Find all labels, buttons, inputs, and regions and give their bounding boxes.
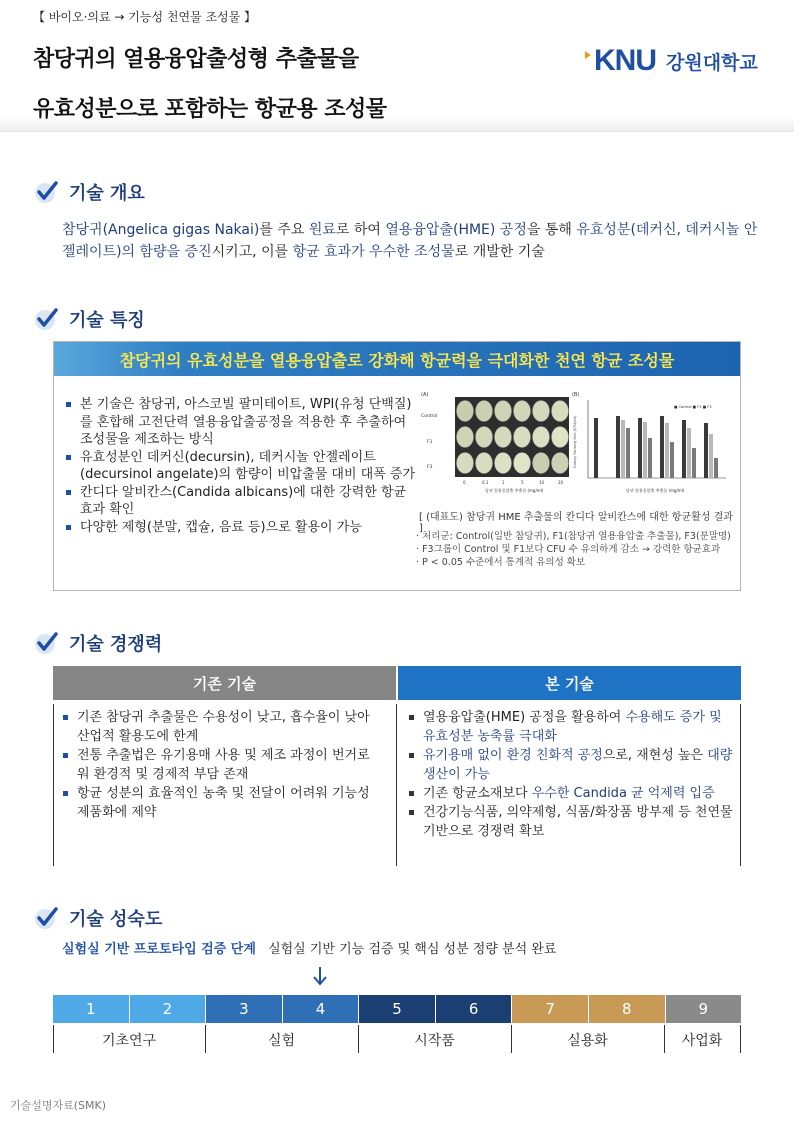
phase-label: 실험 <box>267 1033 296 1049</box>
petri-dish <box>495 401 512 422</box>
list-item: 건강기능식품, 의약제형, 식품/화장품 방부제 등 천연물 기반으로 경쟁력 확보 <box>407 803 737 841</box>
section-title: 기술 개요 <box>69 183 145 204</box>
features-banner-text: 참당귀의 유효성분을 열용융압출로 강화해 항균력을 극대화한 천연 항균 조성물 <box>119 350 675 370</box>
overview-highlight: 유효성분(데커신, 데커시놀 안젤레이트)의 함량을 증진 <box>62 222 758 260</box>
figure-a-col-label: 0.1 <box>482 480 489 485</box>
overview-highlight: 항균 효과가 우수한 조성물 <box>292 244 455 260</box>
this-tech-list <box>407 708 737 841</box>
check-circle-icon <box>33 179 59 205</box>
divider <box>740 704 741 866</box>
list-item: 유기용매 없이 환경 친화적 공정으로, 재현성 높은 대량 생산이 가능 <box>407 746 737 784</box>
phase-label: 기초연구 <box>101 1033 157 1049</box>
stage-label: 실험실 기반 프로토타입 검증 단계 <box>62 942 256 957</box>
cfu-bar <box>670 442 674 478</box>
figure-b-legend: ■ Control ■ F1 ■ F3 <box>674 405 712 409</box>
trl-scale <box>53 995 741 1023</box>
petri-dish <box>495 427 512 448</box>
section-title: 기술 성숙도 <box>69 909 163 930</box>
note-line: · P < 0.05 수준에서 통계적 유의성 확보 <box>416 557 586 568</box>
check-circle-icon <box>33 905 59 931</box>
cfu-bar <box>692 448 696 478</box>
trl-level-3: 3 <box>206 995 283 1023</box>
logo-university-name: 강원대학교 <box>666 51 758 74</box>
petri-dish <box>514 453 531 474</box>
list-item: 전통 추출법은 유기용매 사용 및 제조 과정이 번거로워 환경적 및 경제적 부담 존재 <box>61 746 381 784</box>
list-item: 항균 성분의 효율적인 농축 및 전달이 어려워 기능성 제품화에 제약 <box>61 784 381 822</box>
figure-a-row-label: Control <box>421 414 438 419</box>
features-box <box>53 341 741 591</box>
overview-text-part: 로 하여 <box>335 222 386 238</box>
cfu-bar <box>709 434 713 478</box>
overview-text-part: 시키고, 이를 <box>211 244 293 260</box>
trl-phases <box>53 1025 741 1053</box>
page-title-line2: 유효성분으로 포함하는 항균용 조성물 <box>33 97 387 122</box>
trl-level-5: 5 <box>359 995 436 1023</box>
figure-notes <box>416 530 742 569</box>
petri-dish <box>457 401 474 422</box>
figure-a-row-label: F1 <box>427 440 433 445</box>
petri-dish <box>533 427 550 448</box>
list-item: 기존 항균소재보다 우수한 Candida 균 억제력 입증 <box>407 784 737 803</box>
figure-a-xlabel: 당귀 열용융압출 추출물 (mg/ml) <box>485 488 544 493</box>
figure-b-ylabel: Colony Forming Unit (CFU/ml) <box>573 416 577 468</box>
features-list <box>64 396 416 536</box>
trl-level-1: 1 <box>53 995 130 1023</box>
trl-level-7: 7 <box>512 995 589 1023</box>
cfu-bar <box>687 428 691 478</box>
note-line: · F3그룹이 Control 및 F1보다 CFU 수 유의하게 감소 → 강력한 항균효과 <box>416 544 721 555</box>
figure-a-col-label: 1 <box>502 480 505 485</box>
page-title-line1: 참당귀의 열용융압출성형 추출물을 <box>33 47 359 72</box>
petri-dish <box>514 427 531 448</box>
phase-label: 사업화 <box>681 1033 723 1049</box>
list-item: 열용융압출(HME) 공정을 활용하여 수용해도 증가 및 유효성분 농축률 극대화 <box>407 708 737 746</box>
cfu-bar <box>704 423 708 478</box>
overview-text-part: 를 주요 <box>259 222 309 238</box>
list-item: 기존 참당귀 추출물은 수용성이 낮고, 흡수율이 낮아 산업적 활용도에 한계 <box>61 708 381 746</box>
phase-label: 실용화 <box>567 1033 608 1049</box>
section-title: 기술 특징 <box>69 310 145 331</box>
trl-level-2: 2 <box>130 995 207 1023</box>
check-circle-icon <box>33 306 59 332</box>
current-level-arrow-icon <box>312 966 328 986</box>
overview-text <box>62 219 762 263</box>
section-overview-heading <box>33 179 145 205</box>
cfu-bar <box>682 420 686 478</box>
list-item: 유효성분인 데커신(decursin), 데커시놀 안젤레이트(decursinol angelate)의 함량이 비압출물 대비 대폭 증가 <box>64 449 416 484</box>
figure-a-panel-label: (A) <box>421 392 429 398</box>
petri-dish <box>495 453 512 474</box>
figure-a-col-label: 0 <box>463 480 466 485</box>
figure-caption: [ (대표도) 참당귀 HME 추출물의 칸디다 알비칸스에 대한 항균활성 결과 ] <box>419 512 733 534</box>
existing-tech-list <box>61 708 381 822</box>
phase-label: 시작품 <box>414 1033 455 1049</box>
figure-a-row-label: F3 <box>427 465 433 470</box>
cfu-bar <box>643 422 647 478</box>
category-breadcrumb: 【 바이오·의료 → 기능성 천연물 조성물 】 <box>33 10 257 24</box>
features-banner <box>54 342 740 376</box>
cfu-bar <box>594 418 598 478</box>
section-competitiveness-heading <box>33 630 162 656</box>
overview-plant-name: 참당귀(Angelica gigas Nakai) <box>62 222 260 238</box>
divider <box>53 704 54 866</box>
list-item: 본 기술은 참당귀, 아스코빌 팔미테이트, WPI(유청 단백질)를 혼합해 고전단력 열용융압출공정을 적용한 후 추출하여 조성물을 제조하는 방식 <box>64 396 416 449</box>
logo-knu-text: KNU <box>594 44 656 77</box>
cfu-bar <box>714 458 718 478</box>
stage-description: 실험실 기반 기능 검증 및 핵심 성분 정량 분석 완료 <box>268 942 557 957</box>
university-logo <box>582 44 758 78</box>
section-title: 기술 경쟁력 <box>69 634 163 655</box>
figure-a-col-label: 10 <box>539 480 545 485</box>
header-band <box>0 0 794 132</box>
petri-dish <box>457 427 474 448</box>
figure-a-col-label: 20 <box>558 480 564 485</box>
list-item: 칸디다 알비칸스(Candida albicans)에 대한 강력한 항균 효과 확인 <box>64 484 416 519</box>
trl-level-4: 4 <box>283 995 360 1023</box>
overview-highlight: 열용융압출(HME) 공정 <box>385 222 527 238</box>
note-line: · 처리군: Control(일반 참당귀), F1(참당귀 열용융압출 추출물), F3(분말명) <box>416 531 731 542</box>
petri-dish <box>533 453 550 474</box>
cfu-bar <box>665 423 669 478</box>
cfu-bar <box>626 428 630 478</box>
cfu-bar <box>616 416 620 478</box>
trl-level-6: 6 <box>436 995 513 1023</box>
footer-text: 기술설명자료(SMK) <box>10 1099 107 1112</box>
trl-level-8: 8 <box>589 995 666 1023</box>
trl-level-9: 9 <box>666 995 742 1023</box>
comparison-table <box>53 666 741 866</box>
cfu-bar <box>638 418 642 478</box>
list-item: 다양한 제형(분말, 캡슐, 음료 등)으로 활용이 가능 <box>64 519 416 537</box>
petri-dish <box>514 401 531 422</box>
section-maturity-heading <box>33 905 162 931</box>
figure-b-panel-label: (B) <box>572 392 580 398</box>
petri-dish <box>476 401 493 422</box>
overview-text-part: 로 개발한 기술 <box>454 244 545 260</box>
divider <box>396 704 397 866</box>
this-tech-header: 본 기술 <box>398 666 741 700</box>
petri-dish <box>476 453 493 474</box>
section-features-heading <box>33 306 145 332</box>
cfu-bar <box>660 416 664 478</box>
cfu-bar <box>648 438 652 478</box>
check-circle-icon <box>33 630 59 656</box>
petri-dish <box>476 427 493 448</box>
figure-a-col-label: 5 <box>521 480 524 485</box>
overview-highlight: 원료 <box>308 222 336 238</box>
maturity-stage <box>62 938 556 957</box>
petri-dish <box>457 453 474 474</box>
overview-text-part: 을 통해 <box>526 222 577 238</box>
petri-dish <box>533 401 550 422</box>
existing-tech-header: 기존 기술 <box>53 666 396 700</box>
figure-b-xlabel: 당귀 열용융압출 추출물 (mg/ml) <box>626 488 685 493</box>
cfu-bar <box>621 420 625 478</box>
figure-b-cfu-chart <box>566 388 736 500</box>
